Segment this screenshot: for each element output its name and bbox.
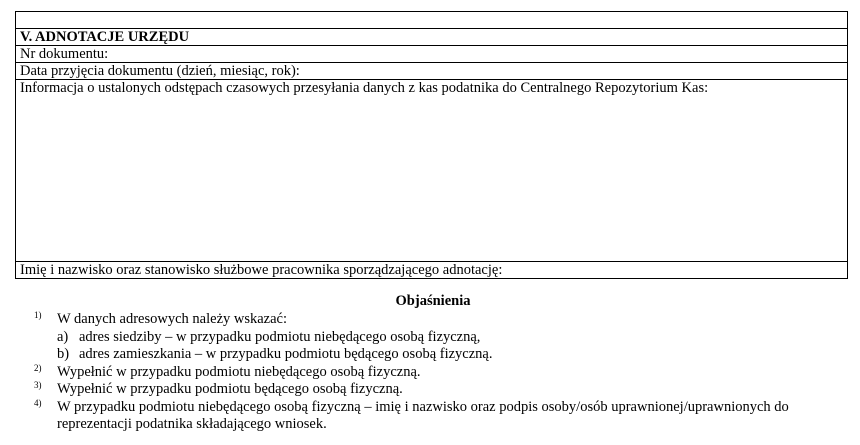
explanations-title: Objaśnienia [395, 293, 471, 309]
section-title: V. ADNOTACJE URZĘDU [16, 29, 847, 46]
note-2-text: Wypełnić w przypadku podmiotu niebędącego osobą fizyczną. [57, 363, 421, 380]
note-4-text-line1: W przypadku podmiotu niebędącego osobą fizyczną – imię i nazwisko oraz podpis osoby/osób uprawnionej/uprawnionych do [57, 398, 789, 415]
top-empty-row [16, 12, 847, 29]
note-4-continued [0, 416, 860, 434]
note-2-marker: 2) [34, 362, 42, 373]
note-1a [0, 329, 860, 347]
note-3-marker: 3) [34, 380, 42, 390]
note-4-text-line2: reprezentacji podatnika składającego wniosek. [57, 416, 327, 432]
office-annotations-table [15, 11, 848, 279]
note-4-marker: 4) [34, 397, 42, 408]
note-1b-letter: b) [57, 346, 70, 362]
note-1b-text: adres zamieszkania – w przypadku podmiotu będącego osobą fizyczną. [79, 346, 493, 362]
explanations-section [0, 294, 860, 434]
transmission-info-field[interactable]: Informacja o ustalonych odstępach czasowych przesyłania danych z kas podatnika do Centralnego Repozytorium Kas: [16, 80, 847, 262]
receipt-date-field[interactable]: Data przyjęcia dokumentu (dzień, miesiąc, rok): [16, 63, 847, 80]
note-1-marker: 1) [34, 310, 42, 320]
note-1-text: W danych adresowych należy wskazać: [57, 311, 288, 327]
note-4 [0, 399, 860, 417]
doc-number-field[interactable]: Nr dokumentu: [16, 46, 847, 63]
note-1a-text: adres siedziby – w przypadku podmiotu niebędącego osobą fizyczną, [79, 328, 481, 345]
note-1b [0, 346, 860, 364]
note-1 [0, 311, 860, 329]
note-1a-letter: a) [57, 328, 69, 345]
note-3-text: Wypełnić w przypadku podmiotu będącego osobą fizyczną. [57, 381, 403, 397]
employee-name-field[interactable]: Imię i nazwisko oraz stanowisko służbowe pracownika sporządzającego adnotację: [20, 262, 503, 278]
note-3 [0, 381, 860, 399]
note-2 [0, 364, 860, 382]
